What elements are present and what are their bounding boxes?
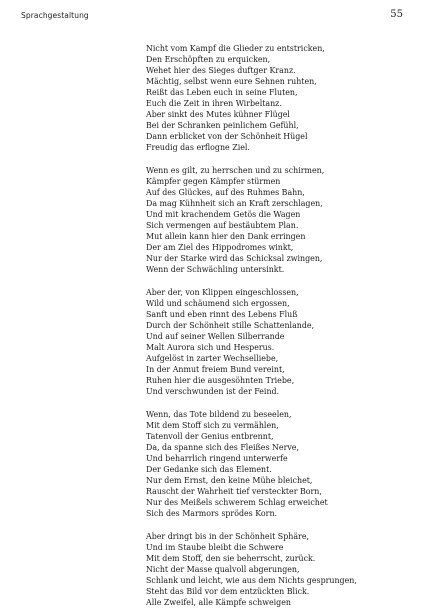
poem-line: Reißt das Leben euch in seine Fluten, — [146, 88, 298, 97]
poem-line: Mächtig, selbst wenn eure Sehnen ruhten, — [146, 77, 317, 86]
poem-line: Der Gedanke sich das Element. — [146, 465, 272, 475]
poem-line: Aber der, von Klippen eingeschlossen, — [146, 288, 299, 298]
poem-line: Sich vermengen auf bestäubtem Plan. — [146, 221, 299, 231]
poem-line: Dann erblicket von der Schönheit Hügel — [146, 132, 308, 141]
poem-line: Und auf seiner Wellen Silberrande — [146, 332, 285, 342]
poem-line: Alle Zweifel, alle Kämpfe schweigen — [146, 598, 291, 608]
poem-line: Nur dem Ernst, den keine Mühe bleichet, — [146, 476, 313, 486]
poem-line: Euch die Zeit in ihren Wirbeltanz. — [146, 99, 282, 108]
poem-line: Der am Ziel des Hippodromes winkt, — [146, 243, 294, 253]
poem-line: Und im Staube bleibt die Schwere — [146, 543, 284, 553]
poem-line: Nicht der Masse qualvoll abgerungen, — [146, 565, 300, 575]
poem-line: Sanft und eben rinnt des Lebens Fluß — [146, 310, 298, 320]
stanza — [146, 43, 411, 153]
poem-line: Nicht vom Kampf die Glieder zu entstricken, — [146, 44, 325, 53]
poem-line: Schlank und leicht, wie aus dem Nichts gesprungen, — [146, 576, 357, 586]
poem-line: Wehet hier des Sieges duftger Kranz. — [146, 66, 296, 75]
stanza — [146, 165, 411, 275]
poem-line: Ruhen hier die ausgesöhnten Triebe, — [146, 376, 295, 386]
running-header — [21, 11, 403, 25]
poem-line: Mut allein kann hier den Dank erringen — [146, 232, 306, 242]
poem-line: Rauscht der Wahrheit tief versteckter Born, — [146, 487, 322, 497]
poem-line: Wild und schäumend sich ergossen, — [146, 299, 290, 309]
poem-line: In der Anmut freiem Bund vereint, — [146, 365, 285, 375]
poem-line: Auf des Glückes, auf des Ruhmes Bahn, — [146, 188, 305, 198]
poem-line: Und verschwunden ist der Feind. — [146, 387, 280, 397]
poem-line: Aber sinkt des Mutes kühner Flügel — [146, 110, 290, 119]
poem-line: Aufgelöst in zarter Wechselliebe, — [146, 354, 279, 364]
poem-line: Wenn der Schwächling untersinkt. — [146, 265, 285, 275]
poem-line: Und beharrlich ringend unterwerfe — [146, 454, 288, 464]
poem-line: Steht das Bild vor dem entzückten Blick. — [146, 587, 310, 597]
poem-line: Nur der Starke wird das Schicksal zwingen, — [146, 254, 323, 264]
poem-line: Da, da spanne sich des Fleißes Nerve, — [146, 443, 299, 453]
poem-line: Aber dringt bis in der Schönheit Sphäre, — [146, 532, 309, 542]
poem-line: Malt Aurora sich und Hesperus. — [146, 343, 275, 353]
poem-line: Durch der Schönheit stille Schattenlande, — [146, 321, 315, 331]
stanza — [146, 531, 411, 608]
poem-line: Freudig das erflogne Ziel. — [146, 143, 250, 152]
section-title: Sprachgestaltung — [21, 11, 89, 20]
poem-line: Und mit krachendem Getös die Wagen — [146, 210, 301, 220]
stanza — [146, 409, 411, 519]
poem-line: Wenn es gilt, zu herrschen und zu schirmen, — [146, 166, 325, 176]
poem-line: Kämpfer gegen Kämpfer stürmen — [146, 177, 281, 187]
poem-line: Tatenvoll der Genius entbrennt, — [146, 432, 274, 442]
poem-line: Da mag Kühnheit sich an Kraft zerschlagen, — [146, 199, 323, 209]
page-number: 55 — [390, 9, 403, 20]
poem-line: Wenn, das Tote bildend zu beseelen, — [146, 410, 292, 420]
poem-line: Nur des Meißels schwerem Schlag erweichet — [146, 498, 328, 508]
poem-line: Mit dem Stoff, den sie beherrscht, zurück. — [146, 554, 316, 564]
poem-line: Mit dem Stoff sich zu vermählen, — [146, 421, 279, 431]
stanza — [146, 287, 411, 397]
poem-line: Den Erschöpften zu erquicken, — [146, 55, 271, 64]
poem-line: Sich des Marmors sprödes Korn. — [146, 509, 278, 519]
poem-body — [146, 43, 411, 608]
poem-line: Bei der Schranken peinlichem Gefühl, — [146, 121, 299, 130]
